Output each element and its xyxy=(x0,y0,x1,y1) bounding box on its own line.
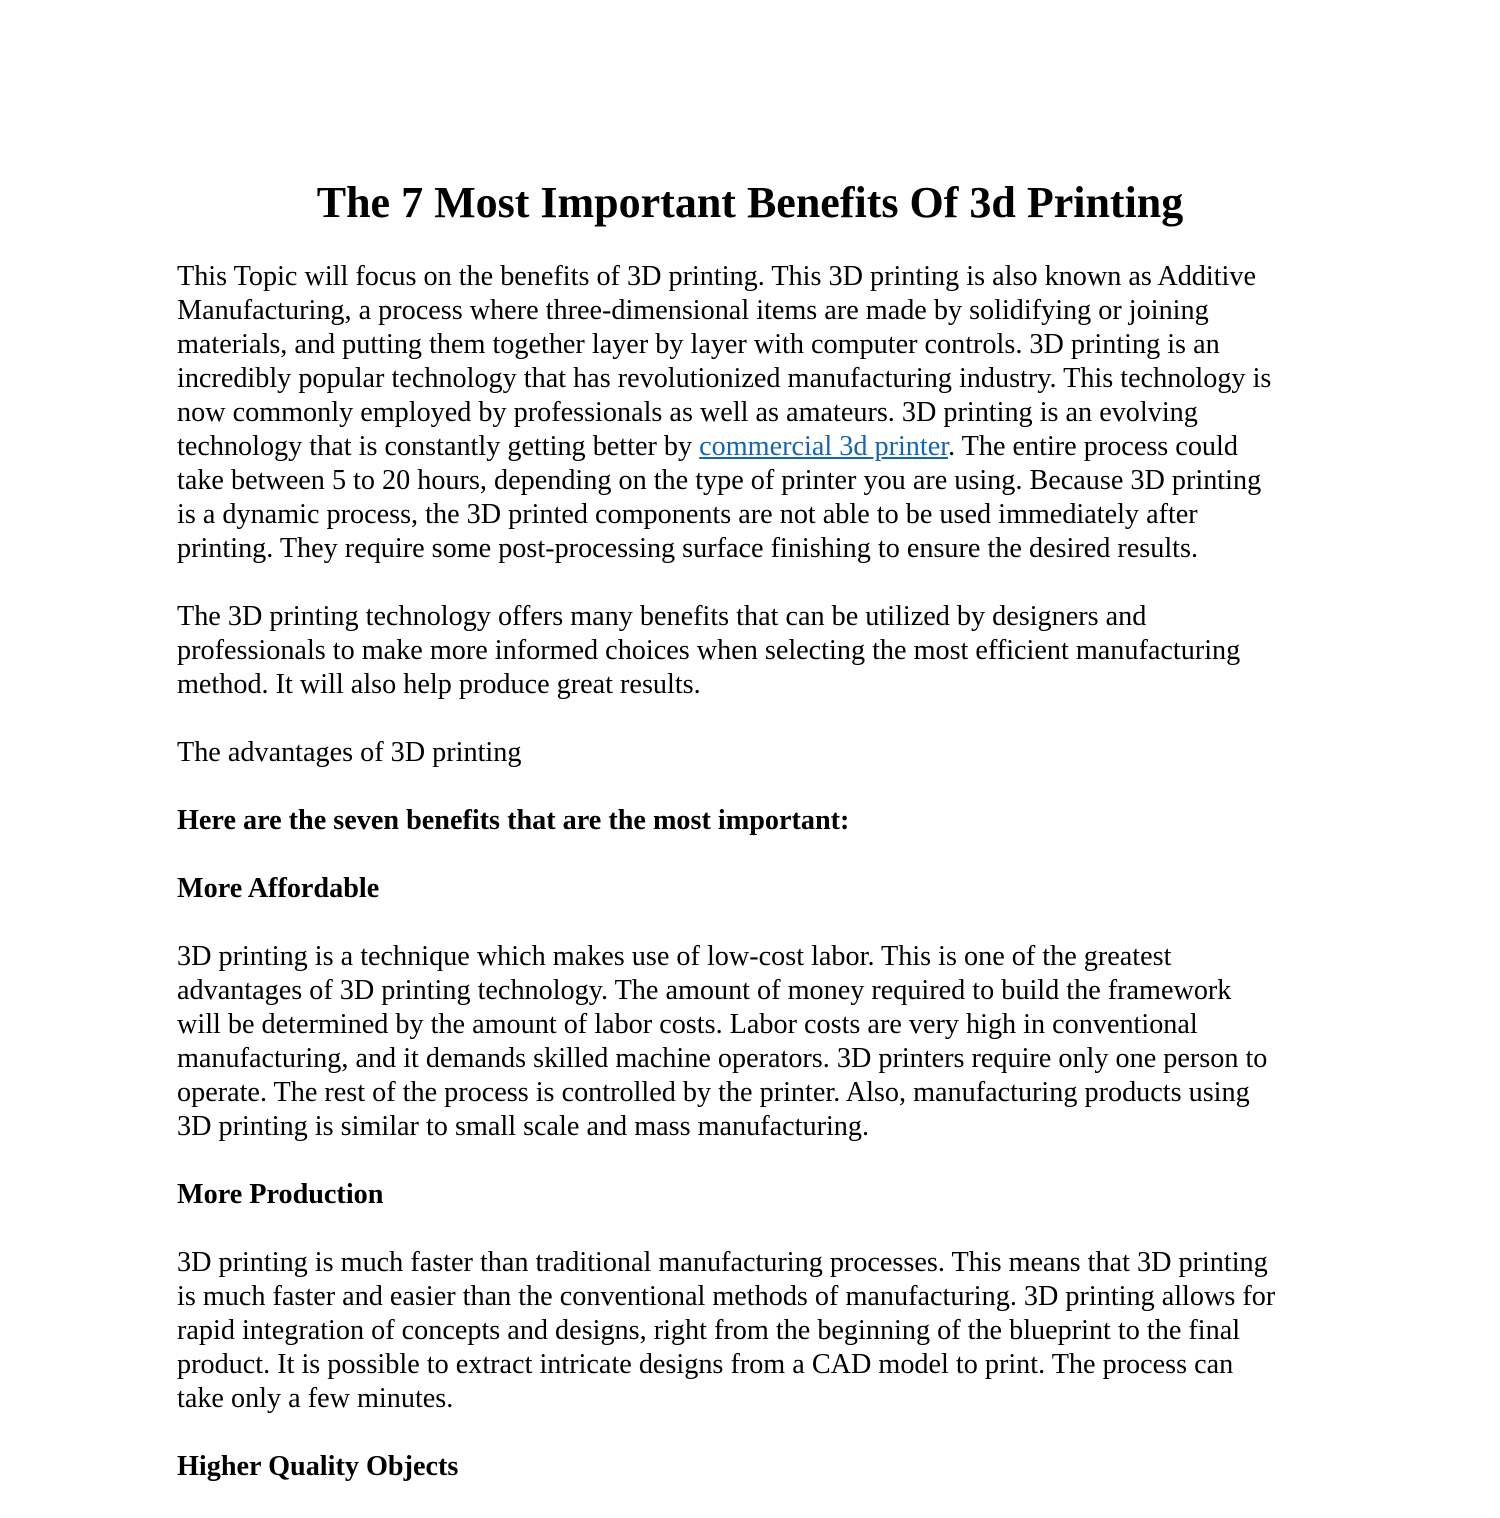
text-line: take only a few minutes. xyxy=(177,1383,454,1414)
text-line: operate. The rest of the process is controlled by the printer. Also, manufacturing products using xyxy=(177,1077,1250,1108)
text-line: take between 5 to 20 hours, depending on the type of printer you are using. Because 3D printing xyxy=(177,465,1262,496)
text-line: advantages of 3D printing technology. The amount of money required to build the framework xyxy=(177,975,1232,1006)
text-line: materials, and putting them together layer by layer with computer controls. 3D printing is an xyxy=(177,329,1220,360)
text-segment: technology that is constantly getting better by xyxy=(177,431,700,462)
text-segment: . The entire process could xyxy=(948,431,1238,462)
page-title: The 7 Most Important Benefits Of 3d Printing xyxy=(316,178,1184,227)
seven-benefits-heading: Here are the seven benefits that are the most important: xyxy=(177,805,850,836)
text-line: 3D printing is a technique which makes use of low-cost labor. This is one of the greatest xyxy=(177,941,1172,972)
text-line: The 3D printing technology offers many benefits that can be utilized by designers and xyxy=(177,601,1147,632)
section-paragraph xyxy=(177,940,1337,1144)
text-line: This Topic will focus on the benefits of 3D printing. This 3D printing is also known as Additive xyxy=(177,261,1256,292)
text-line: Manufacturing, a process where three-dimensional items are made by solidifying or joining xyxy=(177,295,1209,326)
text-line: professionals to make more informed choices when selecting the most efficient manufacturing xyxy=(177,635,1241,666)
benefit-sections xyxy=(177,872,1337,1484)
text-line: incredibly popular technology that has revolutionized manufacturing industry. This technology is xyxy=(177,363,1272,394)
text-line: rapid integration of concepts and designs, right from the beginning of the blueprint to the final xyxy=(177,1315,1241,1346)
text-line: 3D printing is much faster than traditional manufacturing processes. This means that 3D printing xyxy=(177,1247,1268,1278)
text-line: now commonly employed by professionals as well as amateurs. 3D printing is an evolving xyxy=(177,397,1198,428)
text-line: will be determined by the amount of labor costs. Labor costs are very high in conventional xyxy=(177,1009,1198,1040)
text-line: method. It will also help produce great results. xyxy=(177,669,701,700)
section-heading: Higher Quality Objects xyxy=(177,1451,459,1482)
text-line: product. It is possible to extract intricate designs from a CAD model to print. The process can xyxy=(177,1349,1234,1380)
section-heading: More Affordable xyxy=(177,873,380,904)
advantages-line: The advantages of 3D printing xyxy=(177,737,522,768)
text-line: is much faster and easier than the conventional methods of manufacturing. 3D printing allows for xyxy=(177,1281,1276,1312)
section-paragraph xyxy=(177,1246,1337,1416)
text-line: 3D printing is similar to small scale and mass manufacturing. xyxy=(177,1111,870,1142)
document-body xyxy=(177,260,1337,1518)
text-line-with-link xyxy=(177,430,1337,464)
commercial-3d-printer-link[interactable]: commercial 3d printer xyxy=(699,431,949,462)
text-line: printing. They require some post-processing surface finishing to ensure the desired results. xyxy=(177,533,1199,564)
benefits-overview-paragraph xyxy=(177,600,1337,702)
text-line: is a dynamic process, the 3D printed components are not able to be used immediately after xyxy=(177,499,1198,530)
text-line: manufacturing, and it demands skilled machine operators. 3D printers require only one person to xyxy=(177,1043,1268,1074)
section-heading: More Production xyxy=(177,1179,384,1210)
intro-paragraph xyxy=(177,260,1337,566)
